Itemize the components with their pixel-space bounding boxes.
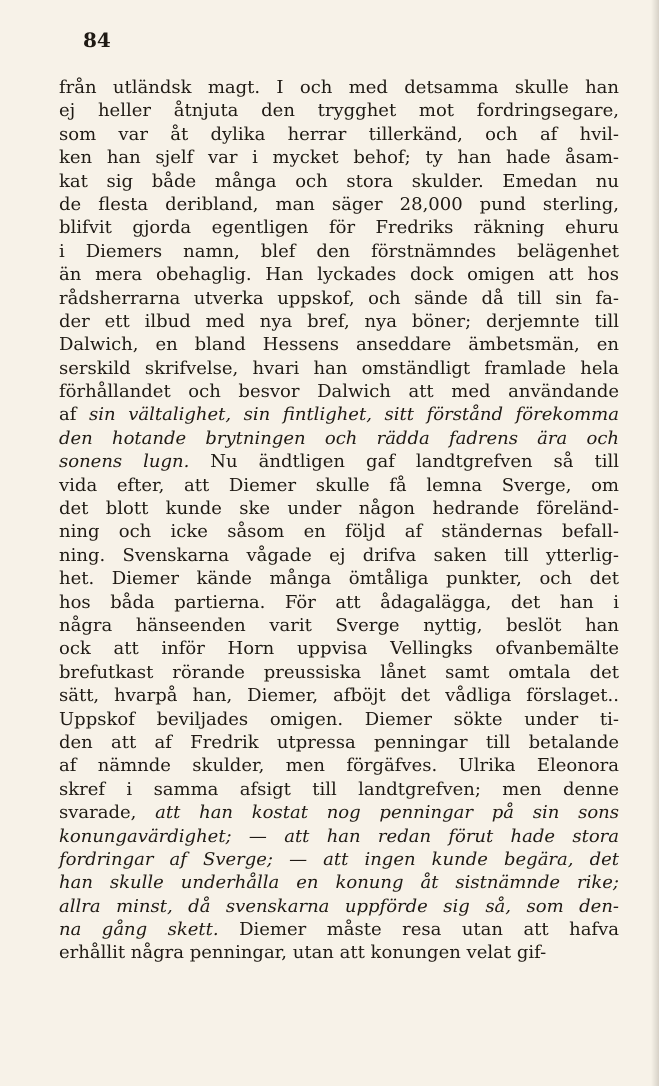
text-segment: det blott kunde ske under någon hedrande föreländ- xyxy=(59,498,619,520)
text-segment: rådsherrarna utverka uppskof, och sände då till sin fa- xyxy=(59,287,619,309)
text-line xyxy=(59,216,619,239)
text-line xyxy=(59,614,619,637)
italic-text-segment: att han kostat nog penningar på sin sons xyxy=(155,802,619,824)
text-line xyxy=(59,871,619,894)
text-segment: der ett ilbud med nya bref, nya böner; derjemnte till xyxy=(59,310,619,332)
text-segment: vida efter, att Diemer skulle få lemna Sverge, om xyxy=(59,474,619,496)
body-text xyxy=(59,76,619,965)
text-line xyxy=(59,754,619,777)
text-segment: brefutkast rörande preussiska lånet samt omtala det xyxy=(59,661,619,683)
text-line xyxy=(59,474,619,497)
text-line xyxy=(59,99,619,122)
text-segment: hos båda partierna. För att ådagalägga, det han i xyxy=(59,591,619,613)
text-segment: svarade, xyxy=(59,802,156,824)
text-line xyxy=(59,778,619,801)
text-line xyxy=(59,146,619,169)
text-line xyxy=(59,801,619,824)
text-segment: blifvit gjorda egentligen för Fredriks räkning ehuru xyxy=(59,217,619,239)
text-line xyxy=(59,450,619,473)
text-line xyxy=(59,941,619,964)
text-segment: af nämnde skulder, men förgäfves. Ulrika Eleonora xyxy=(59,755,619,777)
text-segment: ken han sjelf var i mycket behof; ty han hade åsam- xyxy=(59,147,619,169)
text-line xyxy=(59,76,619,99)
text-line xyxy=(59,661,619,684)
text-line xyxy=(59,310,619,333)
page-number: 84 xyxy=(83,28,111,52)
text-line xyxy=(59,918,619,941)
text-line xyxy=(59,240,619,263)
text-segment: ock att inför Horn uppvisa Vellingks ofvanbemälte xyxy=(59,638,619,660)
text-segment: ej heller åtnjuta den trygghet mot fordringsegare, xyxy=(59,100,619,122)
text-line xyxy=(59,427,619,450)
text-segment: ning. Svenskarna vågade ej drifva saken till ytterlig- xyxy=(59,544,619,566)
text-line xyxy=(59,637,619,660)
text-line xyxy=(59,731,619,754)
text-line xyxy=(59,357,619,380)
text-segment: i Diemers namn, blef den förstnämndes belägenhet xyxy=(59,240,619,262)
italic-text-segment: den hotande brytningen och rädda fadrens ära och xyxy=(59,427,619,449)
text-segment: Nu ändtligen gaf landtgrefven så till xyxy=(189,451,619,473)
italic-text-segment: fordringar af Sverge; — att ingen kunde begära, det xyxy=(59,848,619,870)
text-segment: sätt, hvarpå han, Diemer, afböjt det vådliga förslaget.. xyxy=(59,685,619,707)
text-segment: serskild skrifvelse, hvari han omständligt framlade hela xyxy=(59,357,619,379)
text-segment: några hänseenden varit Sverge nyttig, beslöt han xyxy=(59,614,619,636)
text-line xyxy=(59,895,619,918)
text-line xyxy=(59,403,619,426)
text-segment: än mera obehaglig. Han lyckades dock omigen att hos xyxy=(59,264,619,286)
text-line xyxy=(59,123,619,146)
text-line xyxy=(59,263,619,286)
text-line xyxy=(59,520,619,543)
text-line xyxy=(59,170,619,193)
italic-text-segment: konungavärdighet; — att han redan förut hade stora xyxy=(59,825,619,847)
text-line xyxy=(59,567,619,590)
text-line xyxy=(59,848,619,871)
italic-text-segment: na gång skett. xyxy=(59,919,219,941)
italic-text-segment: sonens lugn. xyxy=(59,451,190,473)
text-segment: den att af Fredrik utpressa penningar till betalande xyxy=(59,731,619,753)
text-line xyxy=(59,193,619,216)
text-line xyxy=(59,708,619,731)
italic-text-segment: allra minst, då svenskarna uppförde sig så, som den- xyxy=(59,895,619,917)
text-line xyxy=(59,497,619,520)
italic-text-segment: sin vältalighet, sin fintlighet, sitt förstånd förekomma xyxy=(89,404,619,426)
text-segment: som var åt dylika herrar tillerkänd, och af hvil- xyxy=(59,123,619,145)
text-segment: Diemer måste resa utan att hafva xyxy=(218,919,619,941)
text-segment: kat sig både många och stora skulder. Emedan nu xyxy=(59,170,619,192)
text-line xyxy=(59,591,619,614)
text-segment: ning och icke såsom en följd af ständernas befall- xyxy=(59,521,619,543)
text-segment: förhållandet och besvor Dalwich att med användande xyxy=(59,381,619,403)
text-line xyxy=(59,544,619,567)
italic-text-segment: han skulle underhålla en konung åt sistnämnde rike; xyxy=(59,872,619,894)
text-segment: skref i samma afsigt till landtgrefven; men denne xyxy=(59,778,619,800)
text-line xyxy=(59,825,619,848)
text-segment: Dalwich, en bland Hessens anseddare ämbetsmän, en xyxy=(59,334,619,356)
text-segment: erhållit några penningar, utan att konungen velat gif- xyxy=(59,942,547,964)
text-segment: de flesta deribland, man säger 28,000 pund sterling, xyxy=(59,193,619,215)
text-line xyxy=(59,684,619,707)
text-line xyxy=(59,333,619,356)
text-segment: af xyxy=(59,404,89,426)
text-segment: Uppskof beviljades omigen. Diemer sökte under ti- xyxy=(59,708,619,730)
text-line xyxy=(59,380,619,403)
text-line xyxy=(59,287,619,310)
text-segment: från utländsk magt. I och med detsamma skulle han xyxy=(59,77,619,98)
text-segment: het. Diemer kände många ömtåliga punkter, och det xyxy=(59,568,619,590)
